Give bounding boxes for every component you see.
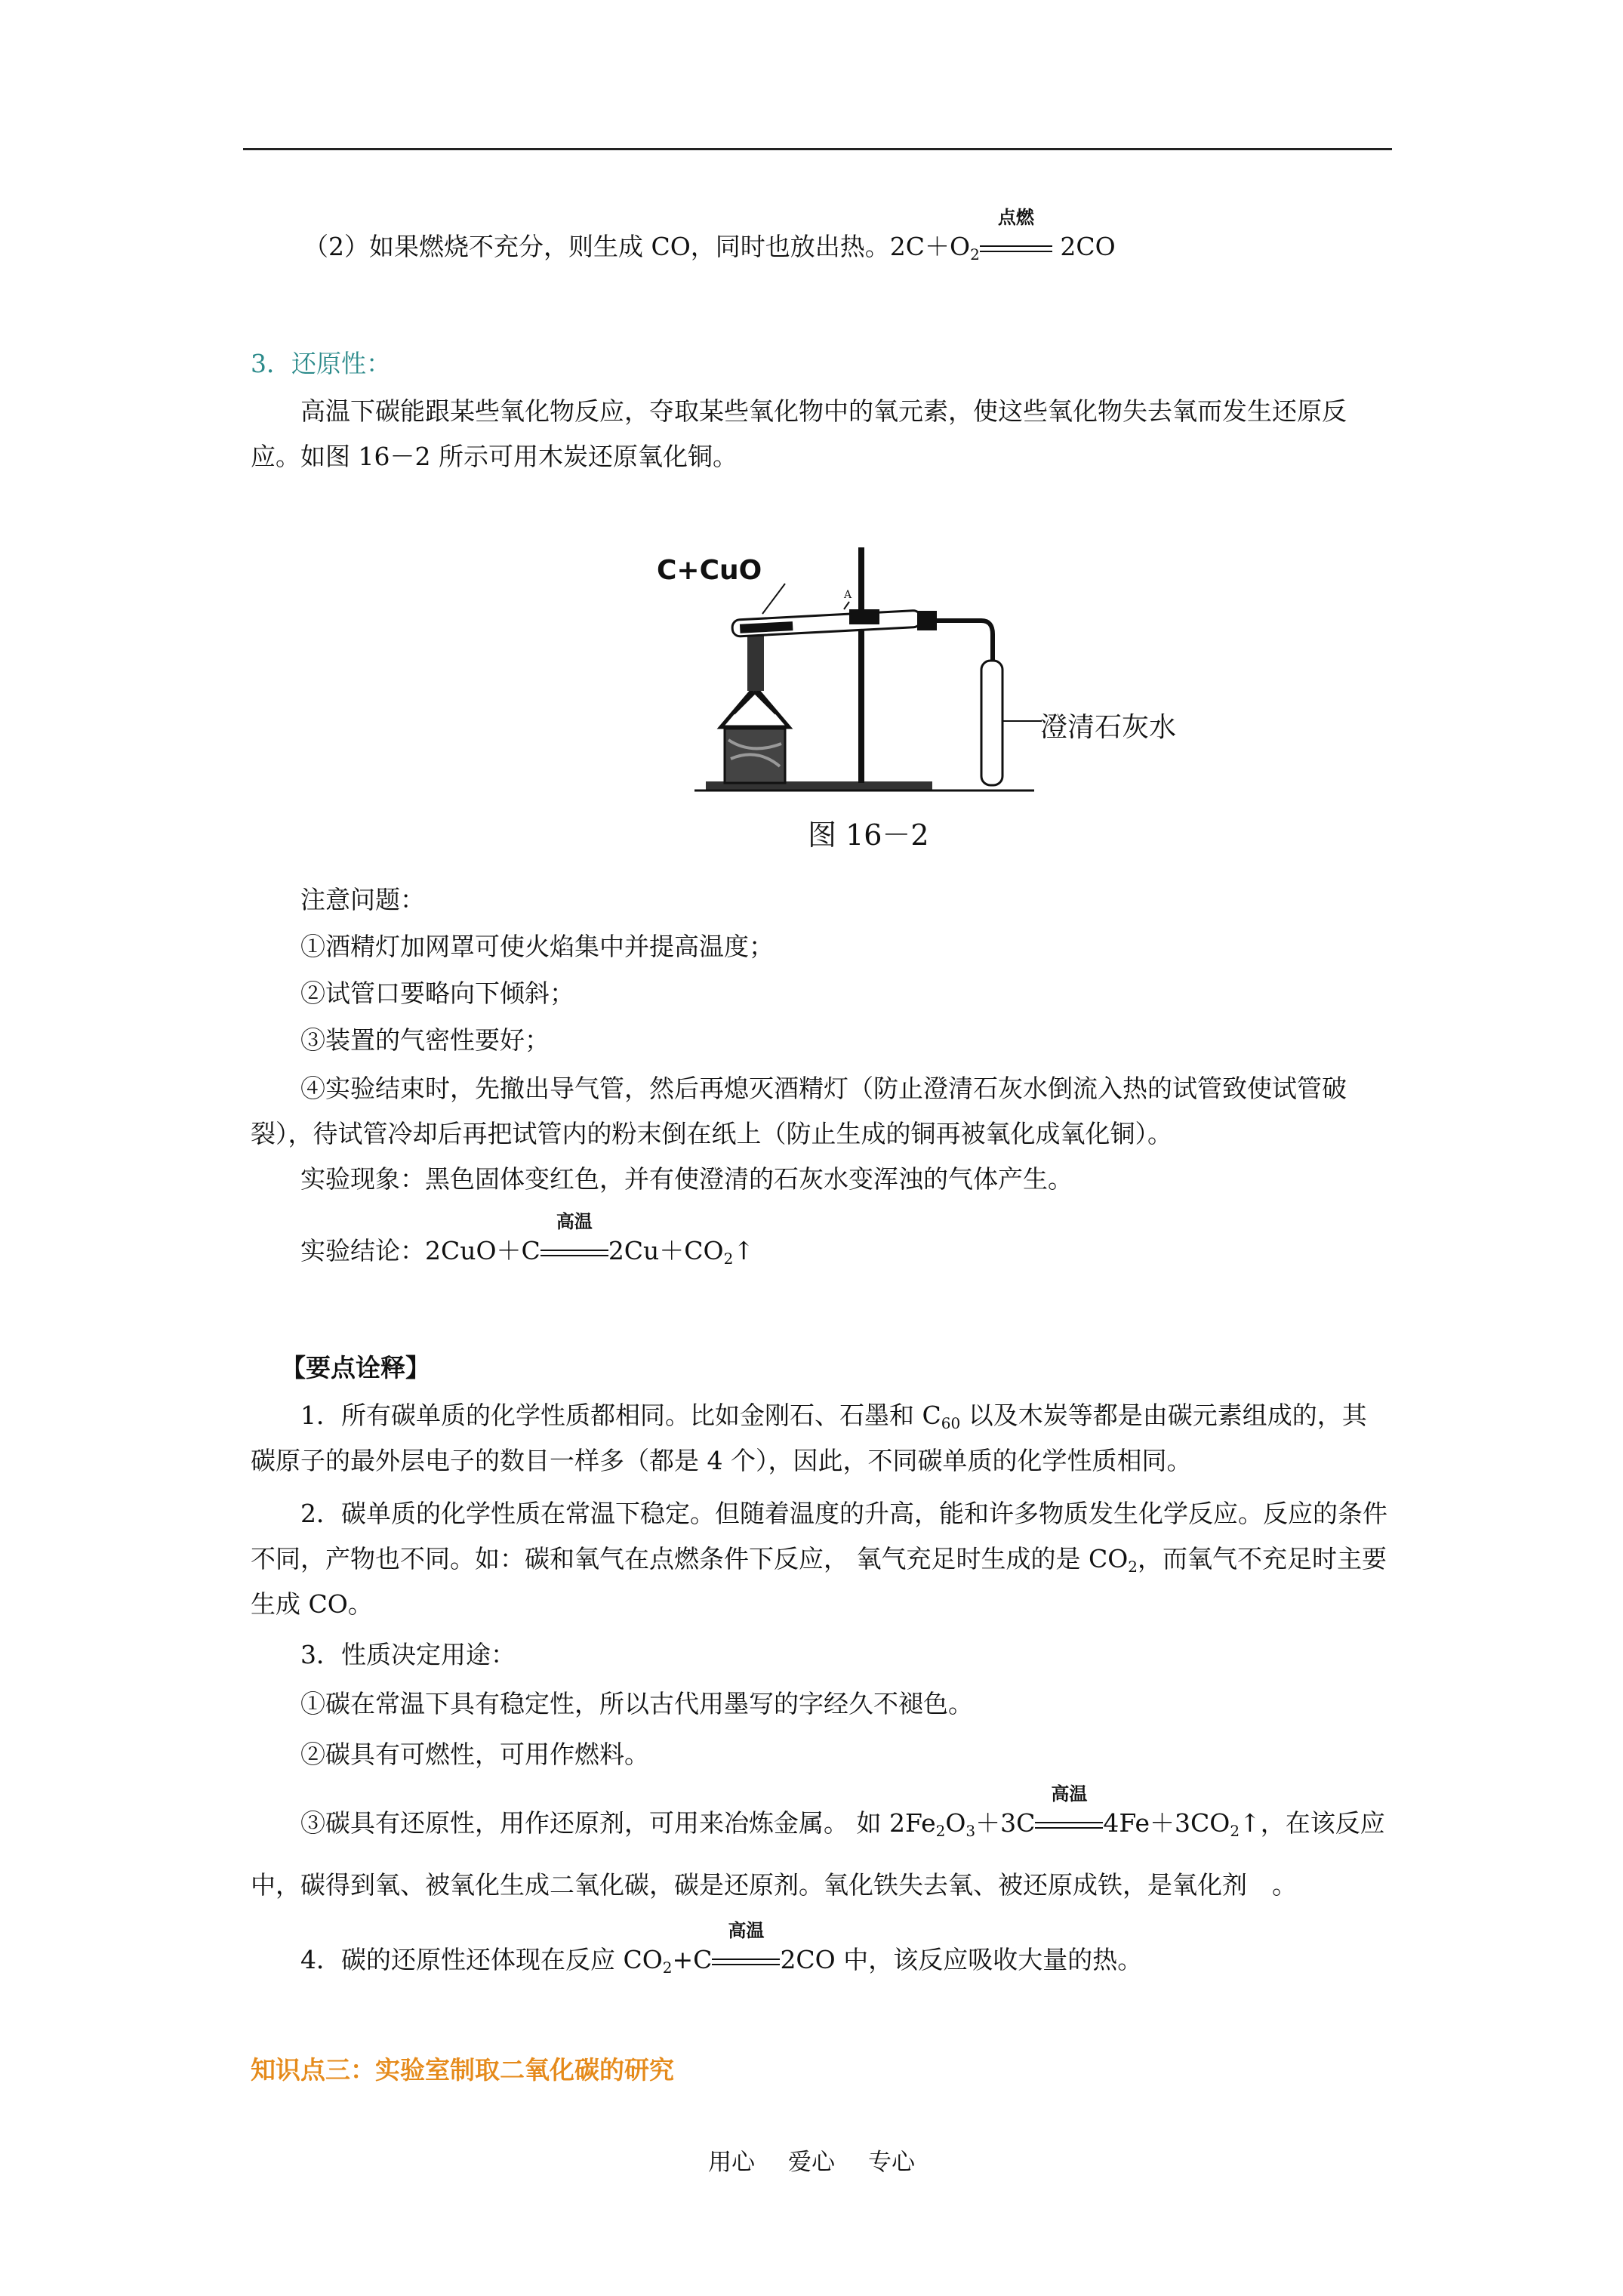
use-item-3: ③碳具有还原性，用作还原剂，可用来冶炼金属。 如 $2Fe_2O_3+3C$ 高温 $4Fe+3CO_2↑$，在该反应 [300, 1783, 1385, 1840]
notes-title: 注意问题： [300, 885, 425, 914]
use-item: ②碳具有可燃性，可用作燃料。 [300, 1740, 649, 1769]
figure-caption: 图 16－2 [808, 818, 929, 852]
paragraph: 高温下碳能跟某些氧化物反应，夺取某些氧化物中的氧元素，使这些氧化物失去氧而发生还原反应。如图 16－2 所示可用木炭还原氧化铜。 [251, 396, 1347, 471]
note-item: ③装置的气密性要好； [300, 1025, 550, 1055]
phenomenon-text: 实验现象：黑色固体变红色，并有使澄清的石灰水变浑浊的气体产生。 [300, 1164, 1073, 1194]
apparatus-figure [649, 532, 1177, 864]
combustion-line: （2）如果燃烧不充分，则生成 CO，同时也放出热。$2C+O_2$ 点燃 2CO [303, 207, 1116, 264]
use-item: ①碳在常温下具有稳定性，所以古代用墨写的字经久不褪色。 [300, 1689, 973, 1718]
page-footer: 用心 爱心 专心 [708, 2149, 915, 2176]
note-item: ①酒精灯加网罩可使火焰集中并提高温度； [300, 932, 774, 961]
keypoint-3: 3．性质决定用途： [300, 1640, 516, 1669]
header-rule [243, 148, 1392, 150]
keypoint-1: 1．所有碳单质的化学性质都相同。比如金刚石、石墨和 $C_{60}$ 以及木炭等都是由碳元素组成的，其碳原子的最外层电子的数目一样多（都是 4 个），因此，不同碳单质的化学性质相同。 [251, 1401, 1367, 1475]
reagent-label: C+CuO [657, 555, 762, 586]
keypoints-title: 【要点诠释】 [281, 1353, 430, 1382]
point-label: A [844, 589, 852, 601]
condition-arrow: 点燃 [980, 230, 1052, 264]
section-heading: 3．还原性： [251, 349, 391, 378]
note-item: ④实验结束时，先撤出导气管，然后再熄灭酒精灯（防止澄清石灰水倒流入热的试管致使试管破裂），待试管冷却后再把试管内的粉末倒在纸上（防止生成的铜再被氧化成氧化铜）。 [251, 1074, 1347, 1148]
limewater-label: 澄清石灰水 [1040, 712, 1177, 743]
keypoint-2: 2．碳单质的化学性质在常温下稳定。但随着温度的升高，能和许多物质发生化学反应。反应的条件不同，产物也不同。如：碳和氧气在点燃条件下反应， 氧气充足时生成的是 $CO_2$，而氧气不充足时主要生成 CO。 [251, 1499, 1387, 1619]
conclusion-equation: 实验结论：2CuO＋C 高温 $2Cu+CO_2↑$ [300, 1211, 755, 1268]
note-item: ②试管口要略向下倾斜； [300, 978, 574, 1008]
use-item-3-cont: 中，碳得到氧、被氧化生成二氧化碳，碳是还原剂。氧化铁失去氧、被还原成铁，是氧化剂 。 [251, 1870, 1297, 1900]
keypoint-4: 4．碳的还原性还体现在反应 $CO_2+C$ 高温 2CO 中，该反应吸收大量的热。 [300, 1920, 1143, 1977]
section-heading-k3: 知识点三：实验室制取二氧化碳的研究 [251, 2055, 674, 2085]
